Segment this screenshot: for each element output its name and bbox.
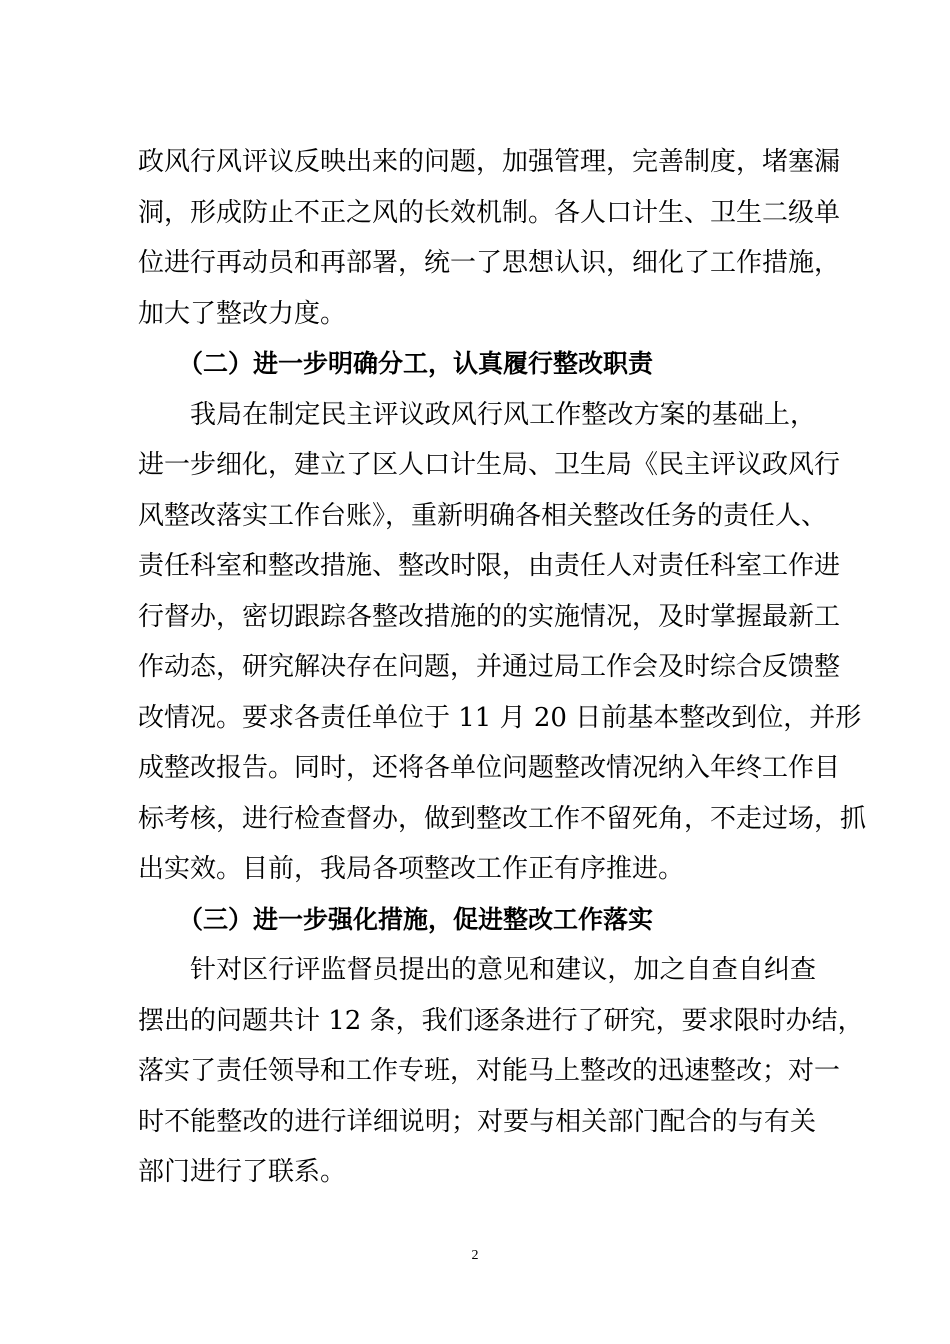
section-heading-3: （三）进一步强化措施，促进整改工作落实: [178, 904, 654, 934]
paragraph-line: 出实效。目前，我局各项整改工作正有序推进。: [138, 854, 685, 884]
paragraph-line: 针对区行评监督员提出的意见和建议，加之自查自纠查: [190, 955, 816, 985]
paragraph-line: 摆出的问题共计 12 条，我们逐条进行了研究，要求限时办结，: [138, 1005, 864, 1036]
section-heading-2: （二）进一步明确分工，认真履行整改职责: [178, 349, 654, 378]
paragraph-line: 责任科室和整改措施、整改时限，由责任人对责任科室工作进: [138, 551, 841, 581]
paragraph-line: 洞，形成防止不正之风的长效机制。各人口计生、卫生二级单: [138, 197, 841, 228]
paragraph-line: 进一步细化，建立了区人口计生局、卫生局《民主评议政风行: [138, 450, 841, 480]
document-body: [138, 137, 867, 1198]
paragraph-line: 风整改落实工作台账》，重新明确各相关整改任务的责任人、: [138, 500, 828, 531]
paragraph-line: 落实了责任领导和工作专班，对能马上整改的迅速整改；对一: [138, 1056, 841, 1086]
page-number: 2: [471, 1248, 479, 1263]
paragraph-line: 政风行风评议反映出来的问题，加强管理，完善制度，堵塞漏: [138, 147, 841, 177]
paragraph-line: 行督办，密切跟踪各整改措施的的实施情况，及时掌握最新工: [138, 601, 841, 632]
paragraph-line: 时不能整改的进行详细说明；对要与相关部门配合的与有关: [138, 1106, 816, 1137]
paragraph-line: 成整改报告。同时，还将各单位问题整改情况纳入年终工作目: [138, 753, 841, 783]
paragraph-line: 改情况。要求各责任单位于 11 月 20 日前基本整改到位，并形: [138, 702, 862, 733]
paragraph-line: 部门进行了联系。: [138, 1157, 347, 1187]
paragraph-line: 我局在制定民主评议政风行风工作整改方案的基础上，: [190, 399, 816, 430]
paragraph-line: 位进行再动员和再部署，统一了思想认识，细化了工作措施，: [138, 248, 841, 278]
paragraph-line: 标考核，进行检查督办，做到整改工作不留死角，不走过场，抓: [138, 803, 867, 834]
paragraph-line: 加大了整改力度。: [138, 298, 347, 329]
paragraph-line: 作动态，研究解决存在问题，并通过局工作会及时综合反馈整: [138, 652, 841, 682]
